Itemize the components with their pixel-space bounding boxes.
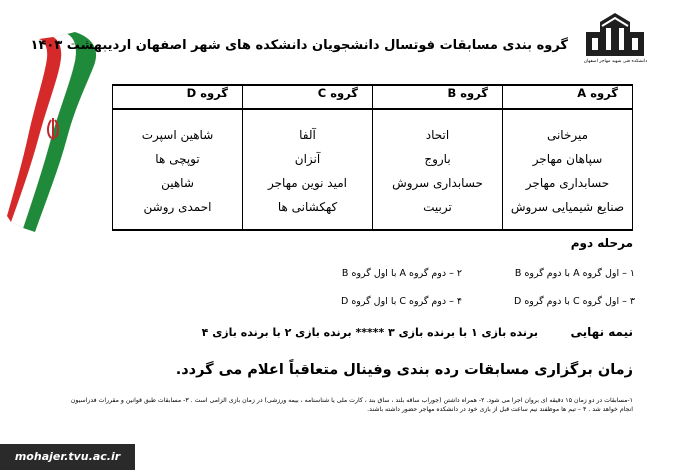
team-name: کهکشانی ها bbox=[277, 200, 338, 214]
team-name: تربیت bbox=[423, 200, 452, 214]
group-d-teams bbox=[113, 109, 243, 230]
stage2-match: ۱ – اول گروه A با دوم گروه B bbox=[514, 268, 635, 279]
group-a-teams bbox=[503, 109, 633, 230]
table-row bbox=[113, 109, 633, 230]
group-c-header: گروه C bbox=[243, 85, 373, 109]
team-name: حسابداری سروش bbox=[392, 176, 483, 190]
groups-table bbox=[112, 84, 633, 231]
rules-notes: ۱-مسابقات در دو زمان ۱۵ دقیقه ای بروان اجرا می شود. ۲- همراه داشتن (جوراب ساقه بلند ، ساق بند ، کارت ملی یا شناسنامه ، بیمه ورزشی) در زمان بازی الزامی است . ۳- مسابقات طبق قوانین و مقررات فدراسیون انجام خواهد شد . ۴ – تیم ها موظفند نیم ساعت قبل از بازی خود در دانشکده مهاجر حضور داشته باشند. bbox=[70, 397, 633, 413]
team-name: آلفا bbox=[299, 128, 316, 142]
announcement: زمان برگزاری مسابقات رده بندی وفینال متعاقباً اعلام می گردد. bbox=[175, 362, 633, 378]
college-logo bbox=[578, 10, 653, 70]
team-name: شاهین bbox=[161, 176, 194, 190]
team-name: توپچی ها bbox=[155, 152, 200, 166]
table-header-row bbox=[113, 85, 633, 109]
group-b-header: گروه B bbox=[373, 85, 503, 109]
website-badge: mohajer.tvu.ac.ir bbox=[0, 444, 135, 470]
stage2-match: ۲ – دوم گروه A با اول گروه B bbox=[341, 268, 462, 279]
stage2-match: ۳ – اول گروه C با دوم گروه D bbox=[513, 296, 635, 307]
semifinal-title: نیمه نهایی bbox=[570, 325, 633, 339]
iran-flag-icon bbox=[5, 28, 105, 238]
team-name: میرخانی bbox=[546, 128, 589, 142]
team-name: سپاهان مهاجر bbox=[532, 152, 603, 166]
group-d-header: گروه D bbox=[113, 85, 243, 109]
group-b-teams bbox=[373, 109, 503, 230]
iran-flag bbox=[5, 28, 105, 238]
team-name: احمدی روشن bbox=[143, 200, 212, 214]
logo-caption: دانشکده فنی شهید مهاجر اصفهان bbox=[583, 59, 648, 64]
team-name: امید نوین مهاجر bbox=[268, 176, 347, 190]
stage2-title: مرحله دوم bbox=[570, 236, 633, 250]
team-name: باروج bbox=[424, 152, 451, 166]
group-a-header: گروه A bbox=[503, 85, 633, 109]
team-name: آنزان bbox=[294, 152, 321, 166]
team-name: صنایع شیمیایی سروش bbox=[510, 200, 625, 214]
team-name: شاهین اسپرت bbox=[141, 128, 214, 142]
team-name: اتحاد bbox=[425, 128, 450, 142]
team-name: حسابداری مهاجر bbox=[525, 176, 610, 190]
stage2-match: ۴ – دوم گروه C با اول گروه D bbox=[340, 296, 462, 307]
group-c-teams bbox=[243, 109, 373, 230]
semifinal-matches: برنده بازی ۱ با برنده بازی ۳ ***** برنده بازی ۲ با برنده بازی ۴ bbox=[201, 326, 538, 339]
page-title: گروه بندی مسابقات فوتسال دانشجویان دانشکده های شهر اصفهان اردیبهشت ۱۴۰۳ bbox=[30, 38, 568, 53]
